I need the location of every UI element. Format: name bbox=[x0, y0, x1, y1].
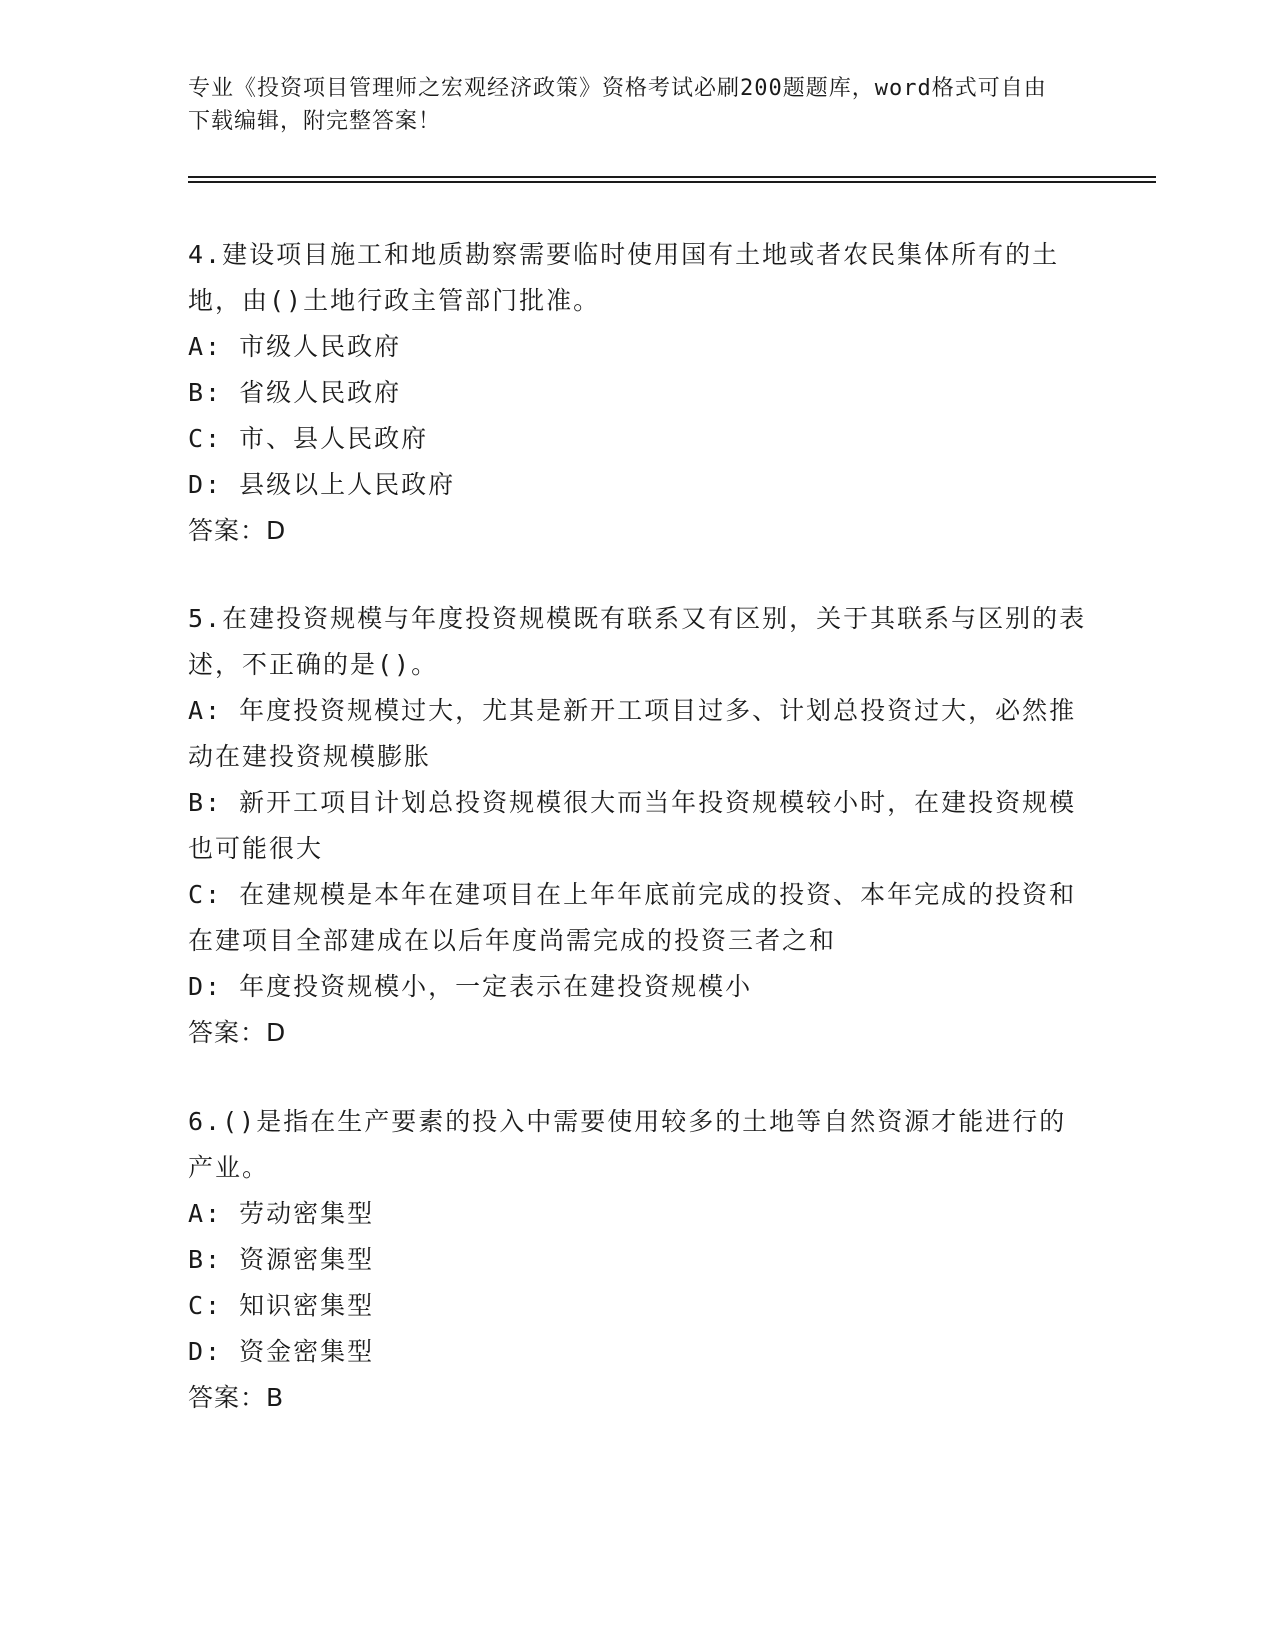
option-d: D: 资金密集型 bbox=[188, 1337, 375, 1366]
header-divider-bottom bbox=[188, 181, 1156, 183]
question-6 bbox=[188, 1099, 1088, 1421]
question-4 bbox=[188, 232, 1088, 554]
answer-label: 答案：D bbox=[188, 1018, 287, 1047]
question-stem: 5.在建投资规模与年度投资规模既有联系又有区别，关于其联系与区别的表述，不正确的是()。 bbox=[188, 604, 1087, 679]
option-c: C: 在建规模是本年在建项目在上年年底前完成的投资、本年完成的投资和在建项目全部建成在以后年度尚需完成的投资三者之和 bbox=[188, 880, 1077, 955]
option-c: C: 知识密集型 bbox=[188, 1291, 375, 1320]
option-a: A: 市级人民政府 bbox=[188, 332, 402, 361]
answer-label: 答案：D bbox=[188, 516, 287, 545]
question-5 bbox=[188, 596, 1088, 1056]
option-c: C: 市、县人民政府 bbox=[188, 424, 429, 453]
option-b: B: 新开工项目计划总投资规模很大而当年投资规模较小时，在建投资规模也可能很大 bbox=[188, 788, 1077, 863]
option-a: A: 年度投资规模过大，尤其是新开工项目过多、计划总投资过大，必然推动在建投资规模膨胀 bbox=[188, 696, 1077, 771]
option-a: A: 劳动密集型 bbox=[188, 1199, 375, 1228]
document-header: 专业《投资项目管理师之宏观经济政策》资格考试必刷200题题库，word格式可自由下载编辑，附完整答案！ bbox=[188, 76, 1047, 134]
question-stem: 4.建设项目施工和地质勘察需要临时使用国有土地或者农民集体所有的土地，由()土地行政主管部门批准。 bbox=[188, 240, 1060, 315]
option-b: B: 省级人民政府 bbox=[188, 378, 402, 407]
header-divider-top bbox=[188, 176, 1156, 178]
option-b: B: 资源密集型 bbox=[188, 1245, 375, 1274]
question-stem: 6.()是指在生产要素的投入中需要使用较多的土地等自然资源才能进行的产业。 bbox=[188, 1107, 1067, 1182]
answer-label: 答案：B bbox=[188, 1383, 285, 1412]
option-d: D: 县级以上人民政府 bbox=[188, 470, 456, 499]
option-d: D: 年度投资规模小，一定表示在建投资规模小 bbox=[188, 972, 753, 1001]
